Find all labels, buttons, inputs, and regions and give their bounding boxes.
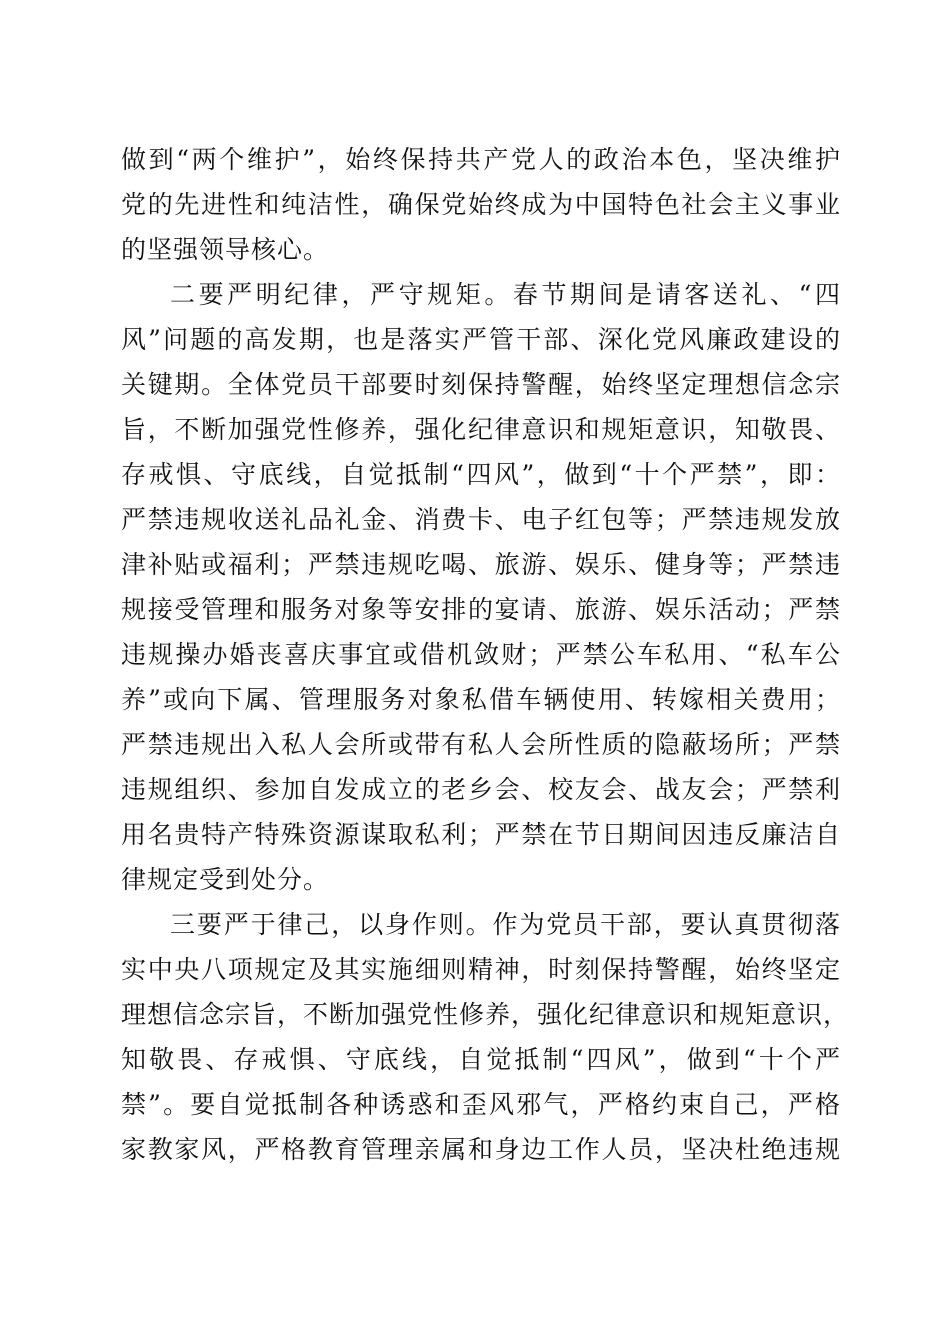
paragraph-2-line-14: 律规定受到处分。	[121, 865, 330, 894]
paragraph-3-line-6: 家教家风，严格教育管理亲属和身边工作人员，坚决杜绝违规	[121, 1135, 841, 1164]
paragraph-1-line-1: 做到“两个维护”，始终保持共产党人的政治本色，坚决维护	[121, 145, 841, 174]
paragraph-1-line-2: 党的先进性和纯洁性，确保党始终成为中国特色社会主义事业	[121, 190, 841, 219]
paragraph-2-line-5: 存戒惧、守底线，自觉抵制“四风”，做到“十个严禁”，即：	[121, 460, 841, 489]
paragraph-3-line-1: 三要严于律己，以身作则。作为党员干部，要认真贯彻落	[170, 910, 841, 939]
paragraph-3-line-5: 禁”。要自觉抵制各种诱惑和歪风邪气，严格约束自己，严格	[121, 1090, 841, 1119]
paragraph-2-line-13: 用名贵特产特殊资源谋取私利；严禁在节日期间因违反廉洁自	[121, 820, 841, 849]
paragraph-2-line-7: 津补贴或福利；严禁违规吃喝、旅游、娱乐、健身等；严禁违	[121, 550, 841, 579]
paragraph-2-line-1: 二要严明纪律，严守规矩。春节期间是请客送礼、“四	[170, 280, 841, 309]
paragraph-3-line-2: 实中央八项规定及其实施细则精神，时刻保持警醒，始终坚定	[121, 955, 841, 984]
paragraph-2-line-2: 风”问题的高发期，也是落实严管干部、深化党风廉政建设的	[121, 325, 841, 354]
paragraph-2-line-8: 规接受管理和服务对象等安排的宴请、旅游、娱乐活动；严禁	[121, 595, 841, 624]
paragraph-2-line-11: 严禁违规出入私人会所或带有私人会所性质的隐蔽场所；严禁	[121, 730, 841, 759]
paragraph-2-line-10: 养”或向下属、管理服务对象私借车辆使用、转嫁相关费用；	[121, 685, 841, 714]
paragraph-3-line-4: 知敬畏、存戒惧、守底线，自觉抵制“四风”，做到“十个严	[121, 1045, 841, 1074]
paragraph-2-line-12: 违规组织、参加自发成立的老乡会、校友会、战友会；严禁利	[121, 775, 841, 804]
paragraph-1-line-3: 的坚强领导核心。	[121, 235, 330, 264]
paragraph-2-line-3: 关键期。全体党员干部要时刻保持警醒，始终坚定理想信念宗	[121, 370, 841, 399]
paragraph-2-line-4: 旨，不断加强党性修养，强化纪律意识和规矩意识，知敬畏、	[121, 415, 841, 444]
paragraph-2-line-6: 严禁违规收送礼品礼金、消费卡、电子红包等；严禁违规发放	[121, 505, 841, 534]
paragraph-2-line-9: 违规操办婚丧喜庆事宜或借机敛财；严禁公车私用、“私车公	[121, 640, 841, 669]
paragraph-3-line-3: 理想信念宗旨，不断加强党性修养，强化纪律意识和规矩意识，	[121, 1000, 850, 1029]
